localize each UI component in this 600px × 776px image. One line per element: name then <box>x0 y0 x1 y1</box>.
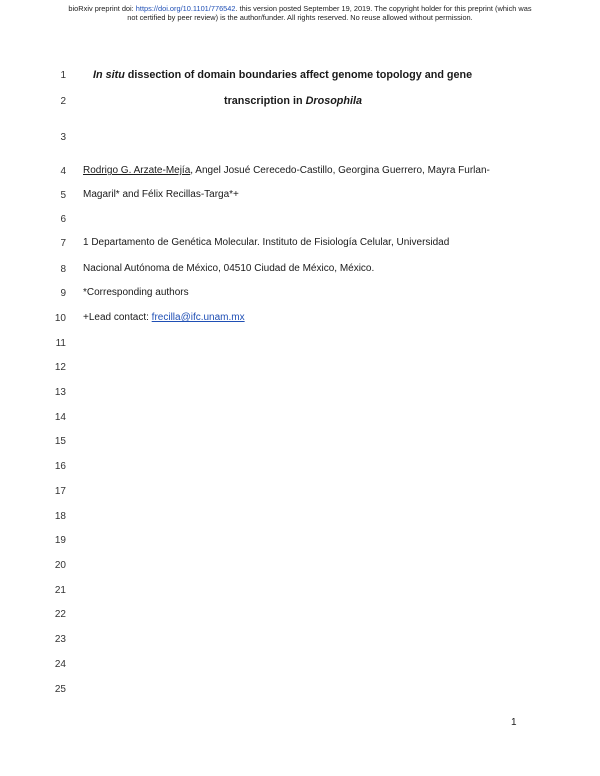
line-number: 21 <box>54 585 66 596</box>
authors-line-1: Rodrigo G. Arzate-Mejía, Angel Josué Cerecedo-Castillo, Georgina Guerrero, Mayra Furlan- <box>83 165 490 176</box>
title-line-2: transcription in Drosophila <box>224 95 362 107</box>
doi-link[interactable]: https://doi.org/10.1101/776542 <box>135 4 236 13</box>
line-number: 10 <box>54 313 66 324</box>
line-number: 4 <box>60 166 66 177</box>
page-number: 1 <box>511 717 517 728</box>
line-number: 22 <box>54 609 66 620</box>
header-line-2: not certified by peer review) is the author/funder. All rights reserved. No reuse allowed without permission. <box>127 13 473 22</box>
line-number: 17 <box>54 486 66 497</box>
preprint-header <box>0 4 600 22</box>
line-number: 12 <box>54 362 66 373</box>
line-number: 11 <box>55 338 66 349</box>
line-number: 24 <box>54 659 66 670</box>
line-number: 15 <box>54 436 66 447</box>
line-number: 2 <box>60 96 66 107</box>
line-number: 5 <box>60 190 66 201</box>
title-italic: In situ <box>93 69 125 81</box>
header-line-1: bioRxiv preprint doi: https://doi.org/10.1101/776542. this version posted September 19, 2019. The copyright holder for this preprint (which was <box>68 4 532 13</box>
line-number: 7 <box>60 238 66 249</box>
line-number: 1 <box>60 70 66 81</box>
title-line-1: In situ dissection of domain boundaries affect genome topology and gene <box>93 69 473 81</box>
line-number: 25 <box>54 684 66 695</box>
corresponding-authors: *Corresponding authors <box>83 287 189 298</box>
authors-line-2: Magaril* and Félix Recillas-Targa*+ <box>83 189 239 200</box>
first-author: Rodrigo G. Arzate-Mejía <box>83 165 191 176</box>
lead-contact: +Lead contact: frecilla@ifc.unam.mx <box>83 312 245 323</box>
line-number: 20 <box>54 560 66 571</box>
affiliation-line-1: 1 Departamento de Genética Molecular. Instituto de Fisiología Celular, Universidad <box>83 237 450 248</box>
affiliation-line-2: Nacional Autónoma de México, 04510 Ciudad de México, México. <box>83 263 375 274</box>
line-number: 19 <box>54 535 66 546</box>
line-number: 18 <box>54 511 66 522</box>
line-number: 16 <box>54 461 66 472</box>
line-number: 23 <box>54 634 66 645</box>
title-species: Drosophila <box>305 95 362 107</box>
line-number: 3 <box>60 132 66 143</box>
line-number: 8 <box>60 264 66 275</box>
line-number: 13 <box>54 387 66 398</box>
line-number: 6 <box>60 214 66 225</box>
line-number: 9 <box>60 288 66 299</box>
email-link[interactable]: frecilla@ifc.unam.mx <box>151 312 245 323</box>
line-number: 14 <box>54 412 66 423</box>
